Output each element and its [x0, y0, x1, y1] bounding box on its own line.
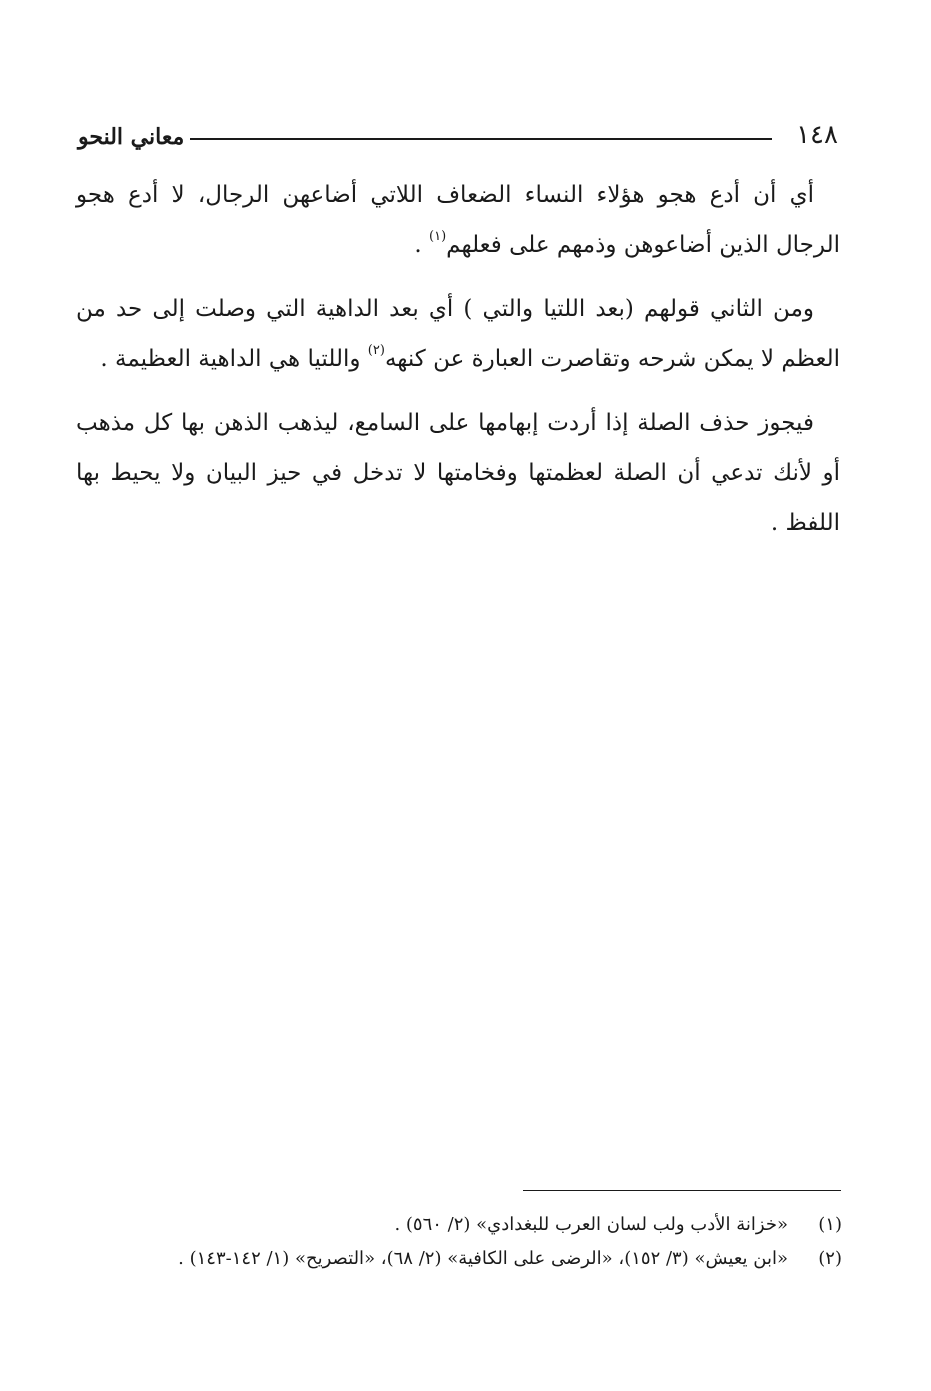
footnote-ref-1: (١) [429, 229, 447, 244]
page-number: ١٤٨ [796, 120, 838, 150]
paragraph-1 [76, 170, 840, 270]
header-rule [190, 138, 772, 140]
paragraph-2-text-before: ومن الثاني قولهم (بعد اللتيا والتي ) أي بعد الداهية التي وصلت إلى حد من العظم لا يمكن شرحه وتقاصرت العبارة عن كنهه [76, 296, 840, 372]
footnote-2 [90, 1242, 842, 1276]
footnote-separator [523, 1190, 841, 1191]
paragraph-2 [76, 284, 840, 384]
paragraph-1-text: أي أن أدع هجو هؤلاء النساء الضعاف اللاتي أضاعهن الرجال، لا أدع هجو الرجال الذين أضاعوهن وذمهم على فعلهم [76, 182, 840, 258]
footnotes [90, 1208, 842, 1276]
page-header [78, 118, 838, 158]
footnote-1-text: «خزانة الأدب ولب لسان العرب للبغدادي» (٢/ ٥٦٠) . [394, 1214, 788, 1235]
body-text [76, 170, 840, 562]
paragraph-1-ending: . [414, 232, 430, 258]
footnote-ref-2: (٢) [367, 343, 385, 358]
footnote-1 [90, 1208, 842, 1242]
paragraph-3 [76, 398, 840, 548]
running-title: معاني النحو [78, 124, 185, 150]
paragraph-3-text: فيجوز حذف الصلة إذا أردت إبهامها على السامع، ليذهب الذهن بها كل مذهب أو لأنك تدعي أن الصلة لعظمتها وفخامتها لا تدخل في حيز البيان ولا يحيط بها اللفظ . [76, 410, 840, 536]
paragraph-2-text-after: واللتيا هي الداهية العظيمة . [100, 346, 368, 372]
footnote-2-text: «ابن يعيش» (٣/ ١٥٢)، «الرضى على الكافية» (٢/ ٦٨)، «التصريح» (١/ ١٤٢-١٤٣) . [178, 1248, 788, 1269]
footnote-2-number: (٢) [818, 1248, 842, 1269]
footnote-1-number: (١) [818, 1214, 842, 1235]
